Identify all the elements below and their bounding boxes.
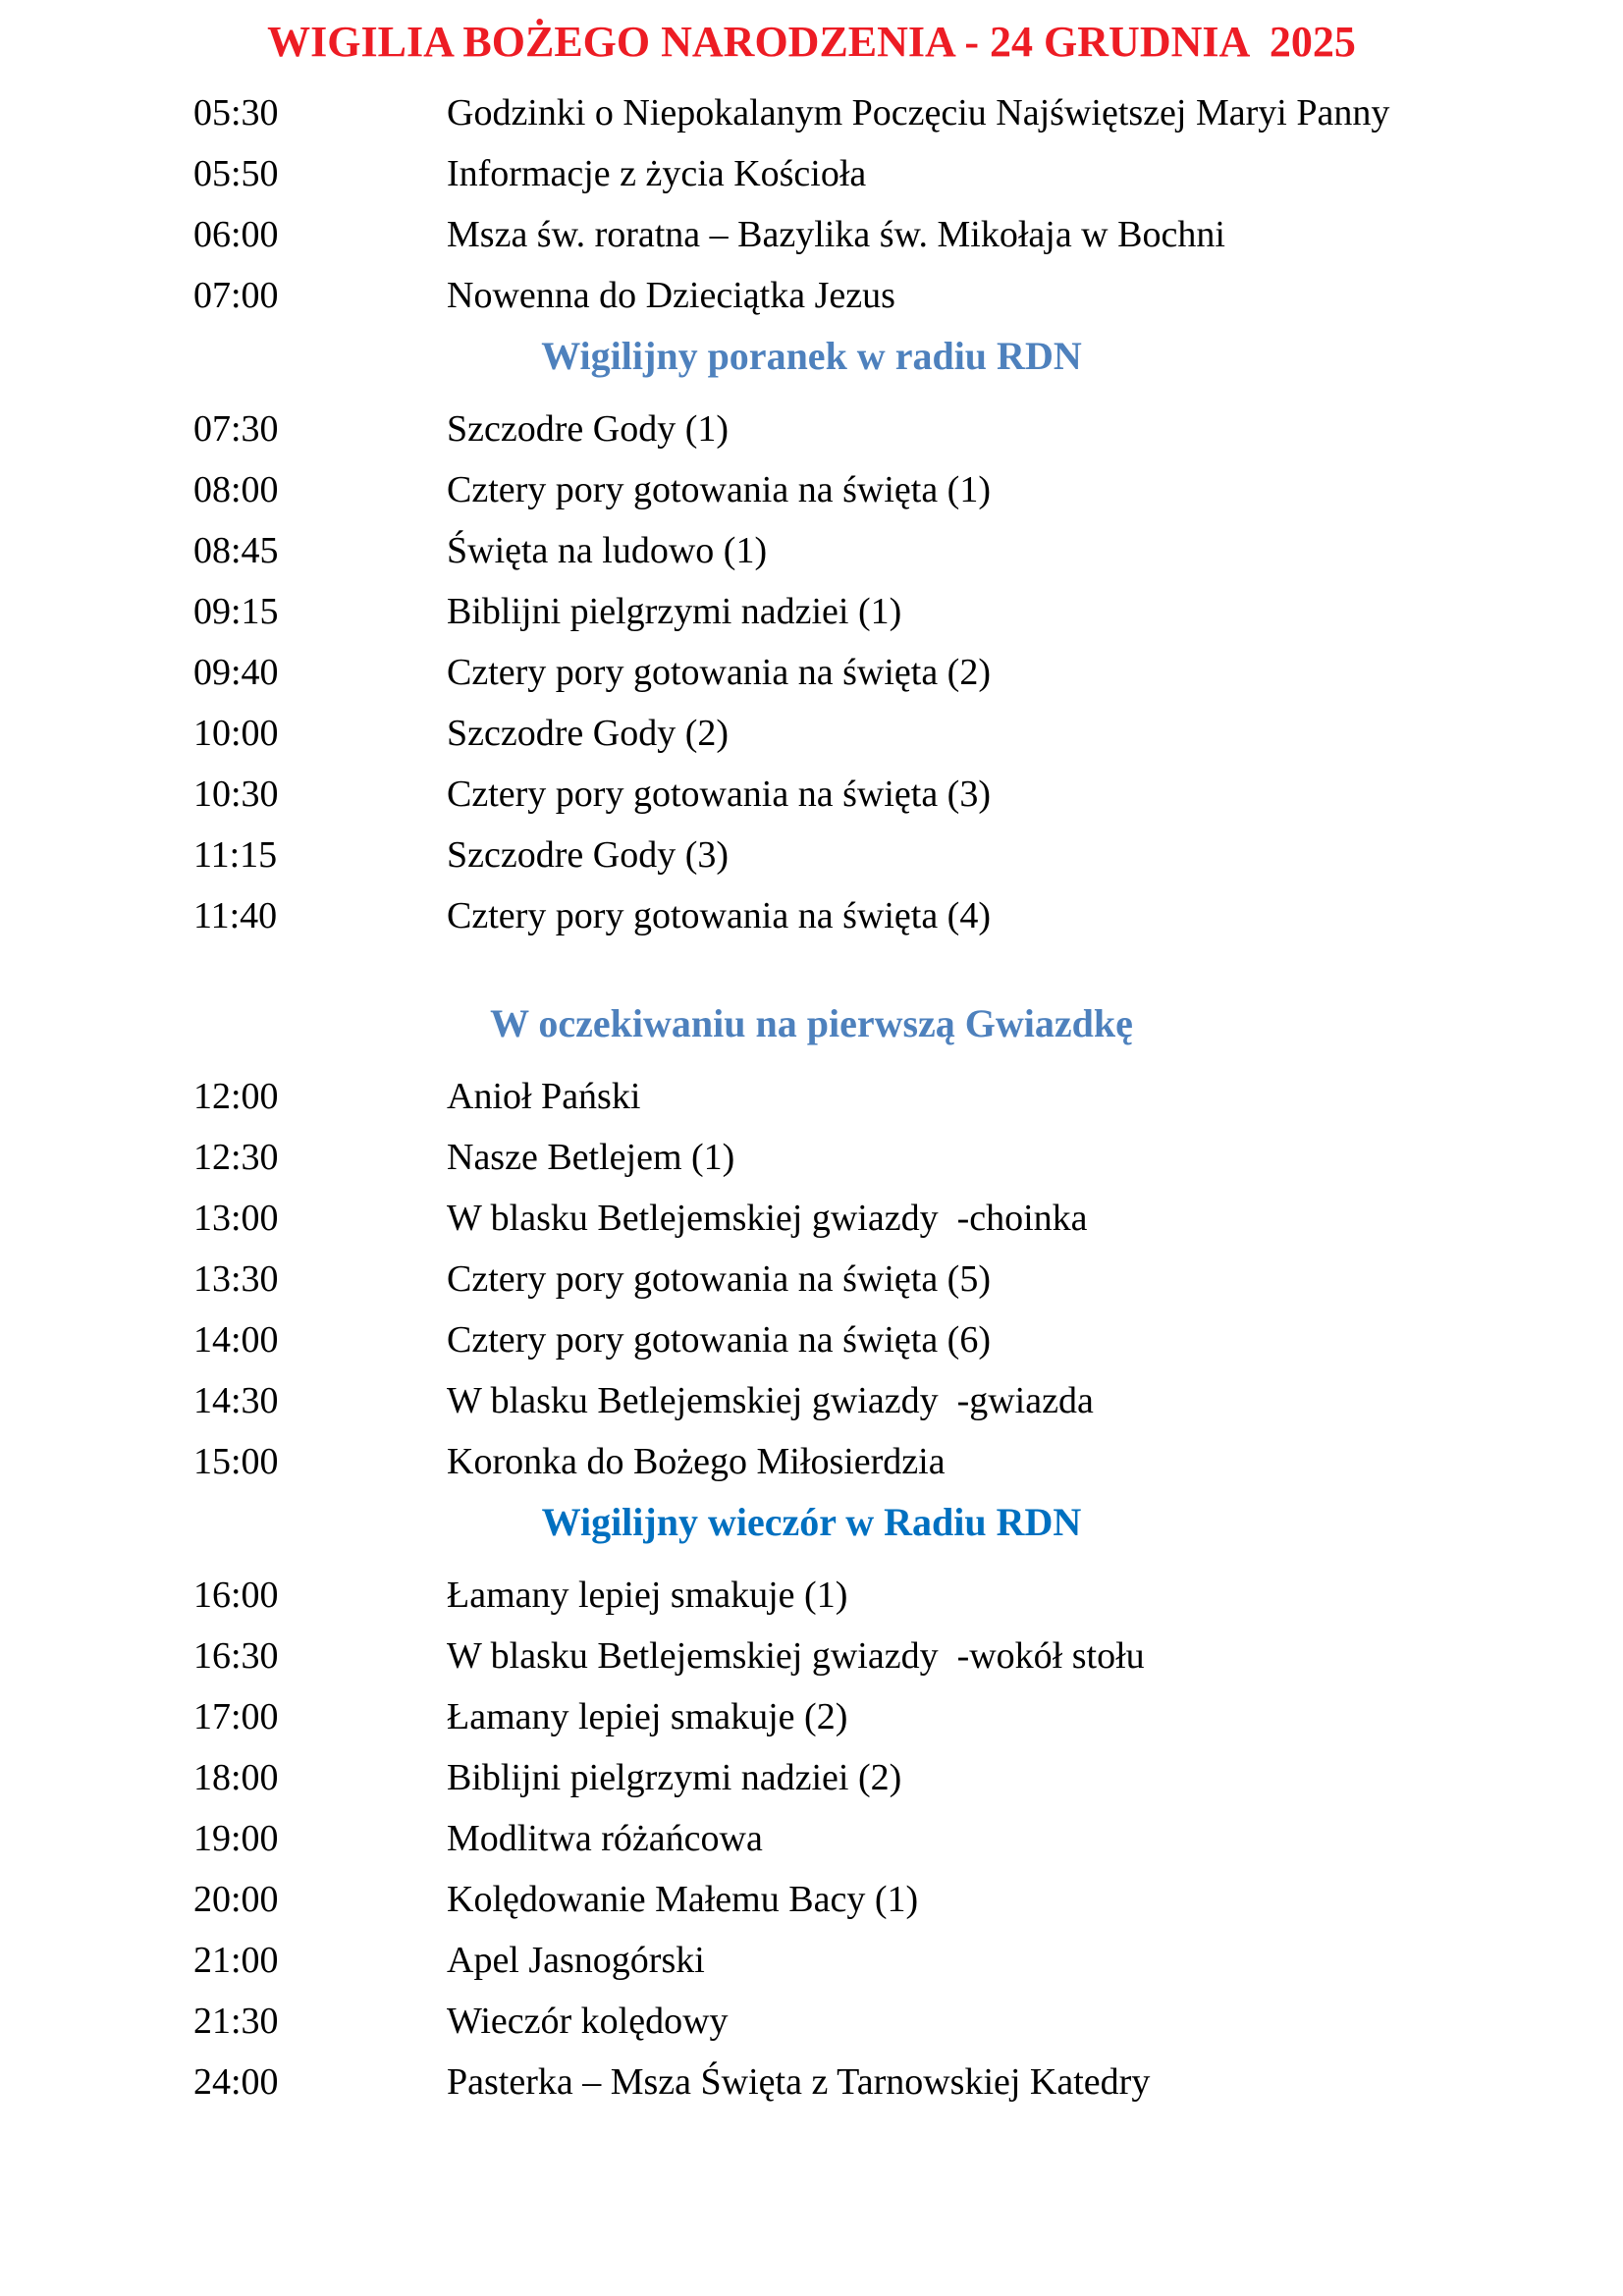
schedule-row bbox=[0, 1747, 1623, 1808]
section-header: W oczekiwaniu na pierwszą Gwiazdkę bbox=[490, 1001, 1133, 1045]
row-program: Biblijni pielgrzymi nadziei (2) bbox=[447, 1757, 902, 1798]
schedule-row bbox=[0, 1309, 1623, 1370]
row-program: Kolędowanie Małemu Bacy (1) bbox=[447, 1879, 919, 1920]
row-program: Biblijni pielgrzymi nadziei (1) bbox=[447, 591, 902, 632]
schedule-row bbox=[0, 1626, 1623, 1686]
row-program: Modlitwa różańcowa bbox=[447, 1818, 763, 1859]
schedule-row bbox=[0, 82, 1623, 143]
row-time: 16:30 bbox=[193, 1635, 279, 1677]
row-time: 05:30 bbox=[193, 92, 279, 133]
row-time: 07:30 bbox=[193, 408, 279, 450]
row-time: 21:00 bbox=[193, 1940, 279, 1981]
schedule bbox=[0, 82, 1623, 2112]
row-program: Cztery pory gotowania na święta (4) bbox=[447, 895, 991, 936]
row-time: 09:15 bbox=[193, 591, 279, 632]
schedule-row bbox=[0, 399, 1623, 459]
row-time: 08:45 bbox=[193, 530, 279, 571]
row-program: Cztery pory gotowania na święta (2) bbox=[447, 652, 991, 693]
row-program: W blasku Betlejemskiej gwiazdy -wokół stołu bbox=[447, 1635, 1145, 1677]
row-program: Koronka do Bożego Miłosierdzia bbox=[447, 1441, 946, 1482]
schedule-row bbox=[0, 459, 1623, 520]
schedule-row bbox=[0, 642, 1623, 703]
row-program: Cztery pory gotowania na święta (5) bbox=[447, 1258, 991, 1300]
schedule-row bbox=[0, 143, 1623, 204]
schedule-row bbox=[0, 1565, 1623, 1626]
row-time: 13:30 bbox=[193, 1258, 279, 1300]
row-program: Święta na ludowo (1) bbox=[447, 530, 768, 571]
row-program: Informacje z życia Kościoła bbox=[447, 153, 867, 194]
row-time: 17:00 bbox=[193, 1696, 279, 1737]
row-time: 05:50 bbox=[193, 153, 279, 194]
row-program: Nowenna do Dzieciątka Jezus bbox=[447, 275, 895, 316]
page-title: WIGILIA BOŻEGO NARODZENIA - 24 GRUDNIA 2025 bbox=[267, 18, 1356, 66]
row-time: 09:40 bbox=[193, 652, 279, 693]
row-time: 18:00 bbox=[193, 1757, 279, 1798]
row-program: Szczodre Gody (1) bbox=[447, 408, 730, 450]
row-time: 10:30 bbox=[193, 774, 279, 815]
section-header: Wigilijny wieczór w Radiu RDN bbox=[541, 1500, 1082, 1544]
row-time: 21:30 bbox=[193, 2001, 279, 2042]
row-time: 07:00 bbox=[193, 275, 279, 316]
row-program: W blasku Betlejemskiej gwiazdy -gwiazda bbox=[447, 1380, 1094, 1421]
schedule-row bbox=[0, 764, 1623, 825]
row-time: 14:30 bbox=[193, 1380, 279, 1421]
schedule-row bbox=[0, 1686, 1623, 1747]
row-time: 19:00 bbox=[193, 1818, 279, 1859]
schedule-row bbox=[0, 1188, 1623, 1249]
row-time: 20:00 bbox=[193, 1879, 279, 1920]
schedule-row bbox=[0, 1808, 1623, 1869]
schedule-row bbox=[0, 1991, 1623, 2052]
schedule-row bbox=[0, 703, 1623, 764]
row-program: Pasterka – Msza Święta z Tarnowskiej Katedry bbox=[447, 2061, 1151, 2103]
row-time: 06:00 bbox=[193, 214, 279, 255]
schedule-row bbox=[0, 1066, 1623, 1127]
row-time: 24:00 bbox=[193, 2061, 279, 2103]
row-program: Anioł Pański bbox=[447, 1076, 641, 1117]
row-program: Cztery pory gotowania na święta (1) bbox=[447, 469, 991, 510]
row-time: 15:00 bbox=[193, 1441, 279, 1482]
schedule-row bbox=[0, 1370, 1623, 1431]
row-program: Msza św. roratna – Bazylika św. Mikołaja w Bochni bbox=[447, 214, 1225, 255]
row-program: Wieczór kolędowy bbox=[447, 2001, 729, 2042]
row-time: 08:00 bbox=[193, 469, 279, 510]
schedule-row bbox=[0, 1127, 1623, 1188]
row-program: W blasku Betlejemskiej gwiazdy -choinka bbox=[447, 1198, 1088, 1239]
row-time: 11:40 bbox=[193, 895, 278, 936]
schedule-row bbox=[0, 2052, 1623, 2112]
section-header: Wigilijny poranek w radiu RDN bbox=[541, 334, 1082, 378]
schedule-row bbox=[0, 520, 1623, 581]
row-program: Cztery pory gotowania na święta (3) bbox=[447, 774, 991, 815]
row-program: Godzinki o Niepokalanym Poczęciu Najświętszej Maryi Panny bbox=[447, 92, 1390, 133]
schedule-row bbox=[0, 1431, 1623, 1492]
row-time: 12:30 bbox=[193, 1137, 279, 1178]
row-program: Łamany lepiej smakuje (2) bbox=[447, 1696, 848, 1737]
row-time: 13:00 bbox=[193, 1198, 279, 1239]
schedule-row bbox=[0, 581, 1623, 642]
row-program: Nasze Betlejem (1) bbox=[447, 1137, 735, 1178]
row-program: Szczodre Gody (3) bbox=[447, 834, 730, 876]
schedule-row bbox=[0, 265, 1623, 326]
schedule-row bbox=[0, 204, 1623, 265]
schedule-row bbox=[0, 825, 1623, 885]
row-time: 14:00 bbox=[193, 1319, 279, 1361]
schedule-row bbox=[0, 885, 1623, 946]
row-program: Łamany lepiej smakuje (1) bbox=[447, 1575, 848, 1616]
schedule-row bbox=[0, 1930, 1623, 1991]
row-time: 11:15 bbox=[193, 834, 278, 876]
schedule-row bbox=[0, 1869, 1623, 1930]
row-time: 12:00 bbox=[193, 1076, 279, 1117]
row-program: Szczodre Gody (2) bbox=[447, 713, 730, 754]
row-time: 16:00 bbox=[193, 1575, 279, 1616]
row-time: 10:00 bbox=[193, 713, 279, 754]
row-program: Cztery pory gotowania na święta (6) bbox=[447, 1319, 991, 1361]
row-program: Apel Jasnogórski bbox=[447, 1940, 705, 1981]
schedule-row bbox=[0, 1249, 1623, 1309]
